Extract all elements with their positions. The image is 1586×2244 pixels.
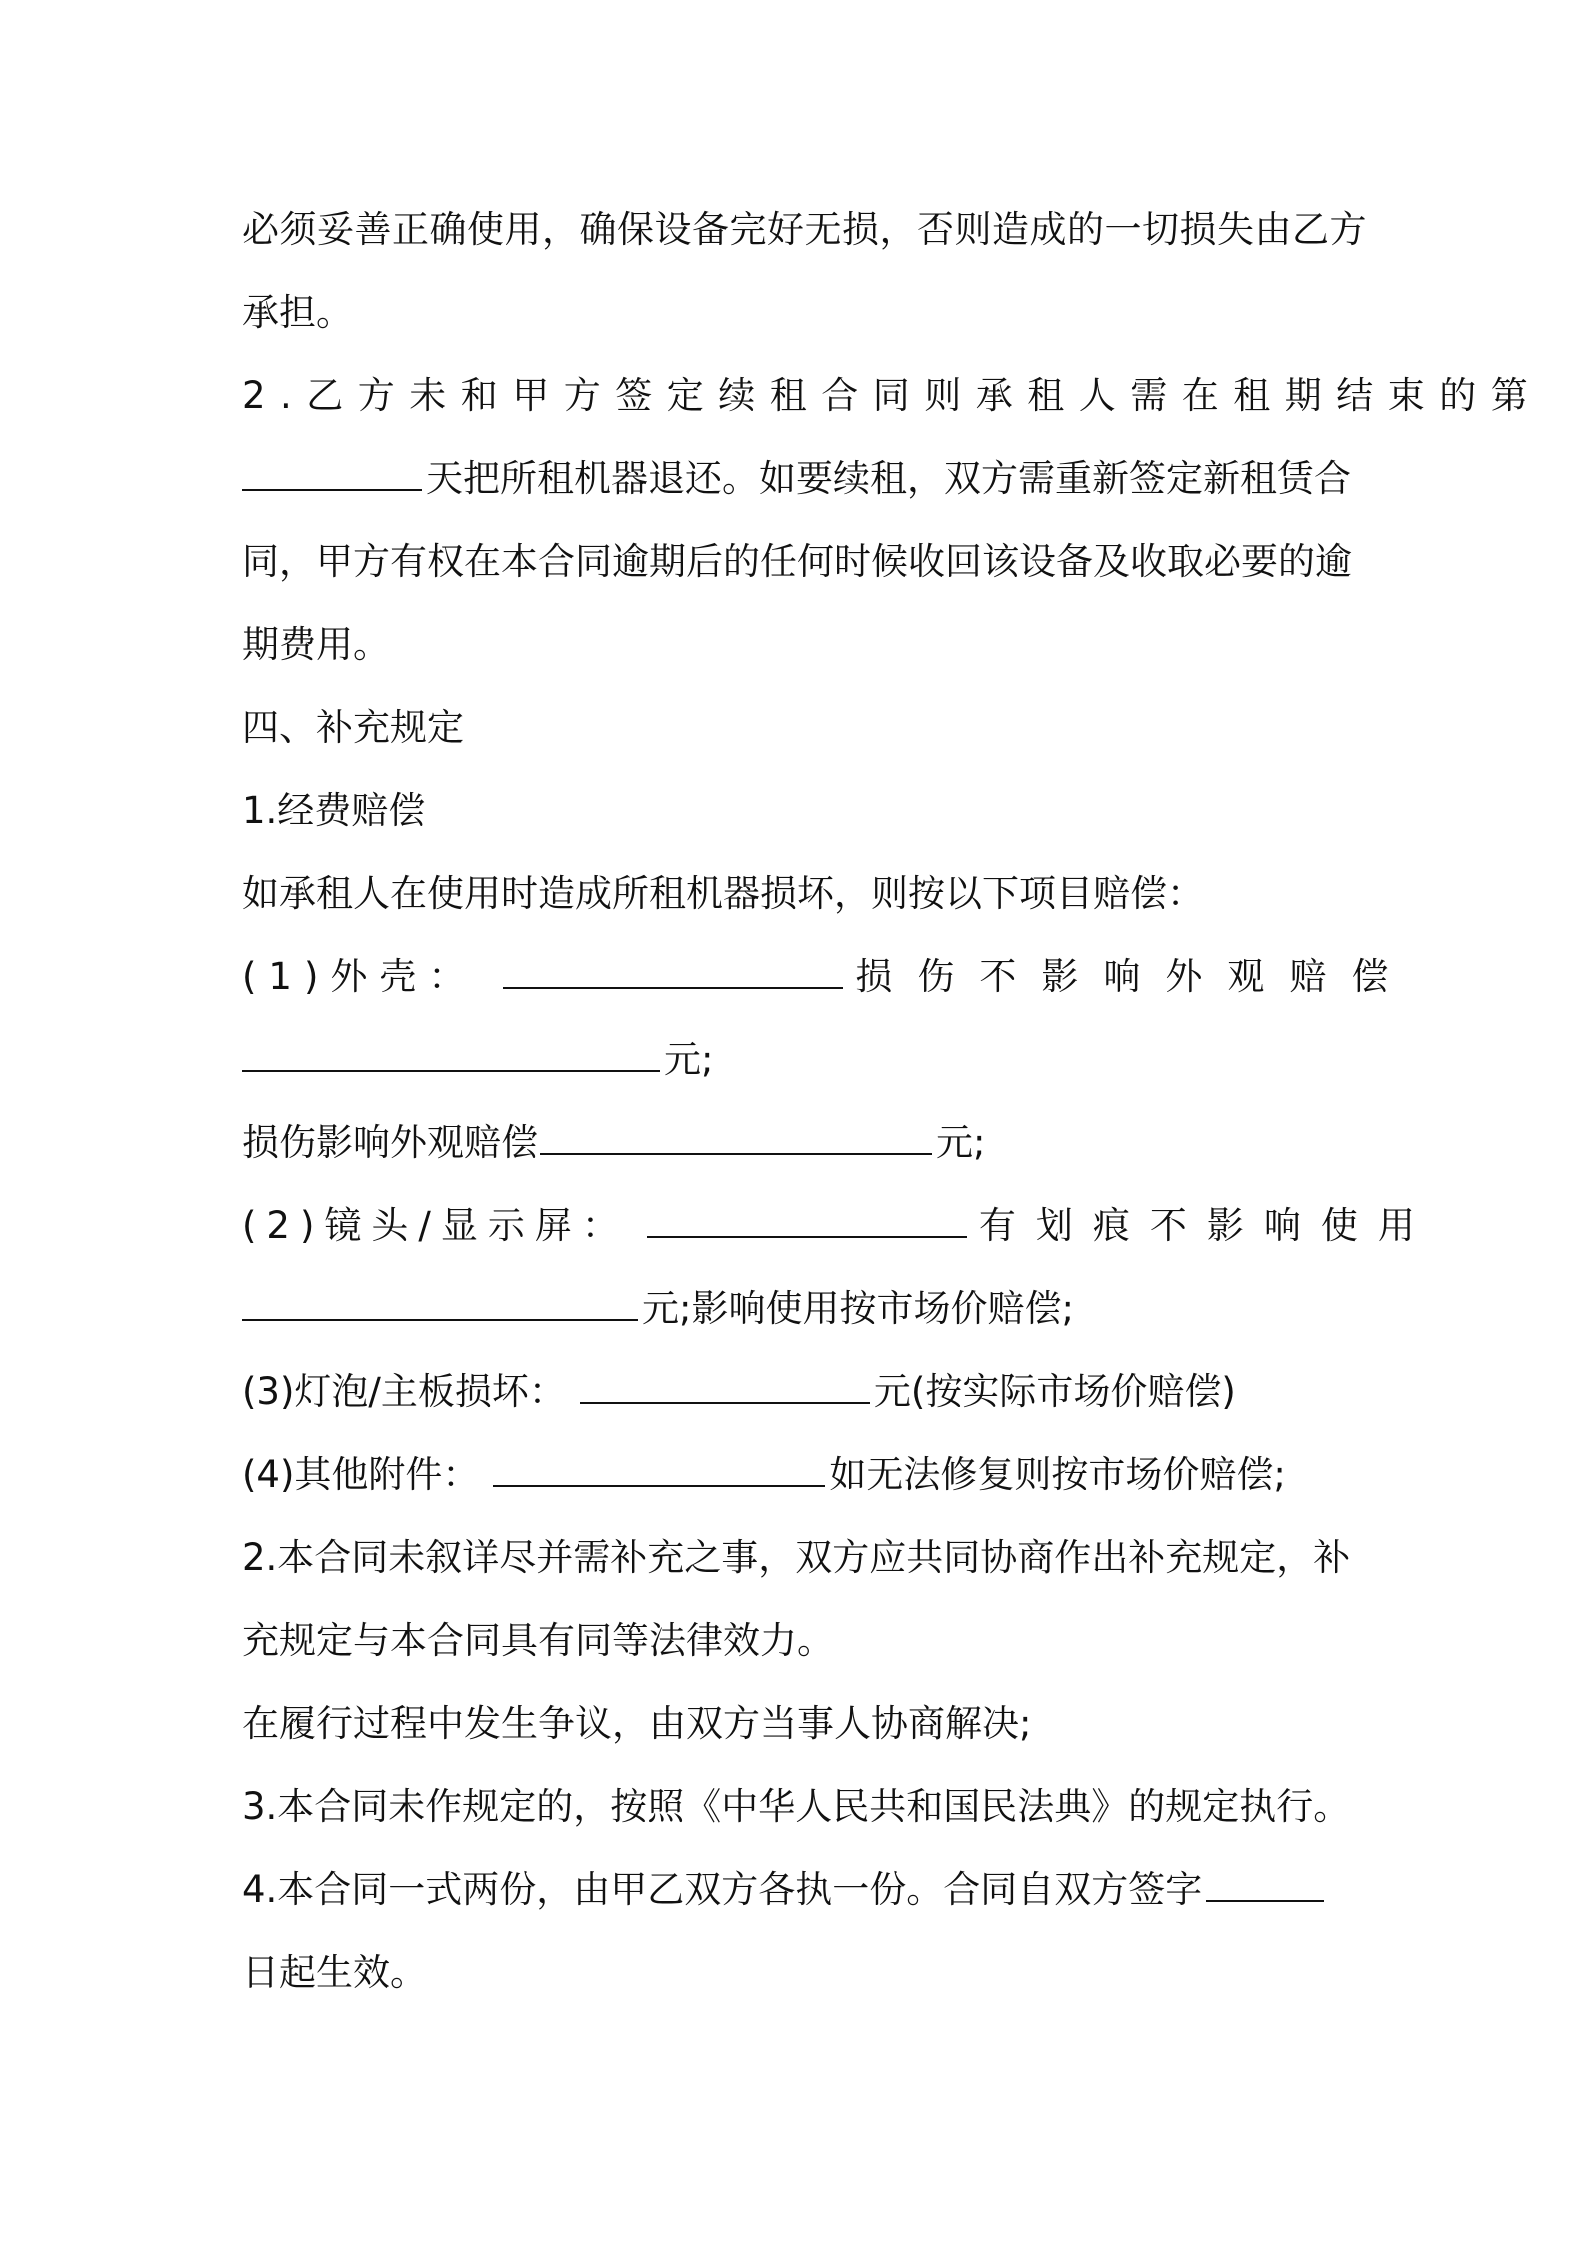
text-line: 2.本合同未叙详尽并需补充之事，双方应共同协商作出补充规定，补 <box>242 1536 1351 1579</box>
text-line: 2.乙方未和甲方签定续租合同则承租人需在租期结束的第 <box>242 374 1543 417</box>
paragraph-line <box>242 288 1352 338</box>
paragraph-line <box>242 620 1352 670</box>
blank-line <box>647 1202 967 1238</box>
text-line: (1)外壳： <box>242 955 478 998</box>
text-line: (3)灯泡/主板损坏： <box>242 1370 566 1413</box>
text-line: 四、补充规定 <box>242 706 464 749</box>
text-line: 3.本合同未作规定的，按照《中华人民共和国民法典》的规定执行。 <box>242 1785 1351 1828</box>
blank-line <box>503 953 843 989</box>
text-line: (2)镜头/显示屏： <box>242 1204 629 1247</box>
blank-line <box>1206 1866 1324 1902</box>
paragraph-line <box>242 454 1352 504</box>
blank-line <box>242 455 422 491</box>
paragraph-line <box>242 205 1367 255</box>
text-line: 损伤影响外观赔偿 <box>242 1121 538 1164</box>
text-line: 日起生效。 <box>242 1951 427 1994</box>
paragraph-line <box>242 1948 1352 1998</box>
paragraph-line <box>242 371 1543 421</box>
text-line: 元; <box>936 1121 986 1164</box>
blank-line <box>493 1451 825 1487</box>
paragraph-line <box>242 1201 1435 1251</box>
text-line: 1.经费赔偿 <box>242 789 426 832</box>
text-line: 必须妥善正确使用，确保设备完好无损，否则造成的一切损失由乙方 <box>242 208 1367 251</box>
text-line: 元(按实际市场价赔偿) <box>873 1370 1236 1413</box>
section-heading <box>242 703 1352 753</box>
paragraph-line <box>242 1865 1352 1915</box>
text-line: 同，甲方有权在本合同逾期后的任何时候收回该设备及收取必要的逾 <box>242 540 1352 583</box>
paragraph-line <box>242 1533 1352 1583</box>
text-line: 天把所租机器退还。如要续租，双方需重新签定新租赁合 <box>426 457 1351 500</box>
paragraph-line <box>242 1035 1352 1085</box>
text-line: 损伤不影响外观赔偿 <box>855 955 1414 998</box>
paragraph-line <box>242 1284 1352 1334</box>
paragraph-line <box>242 537 1352 587</box>
text-line: 期费用。 <box>242 623 390 666</box>
text-line: 如无法修复则按市场价赔偿; <box>829 1453 1286 1496</box>
text-line: 充规定与本合同具有同等法律效力。 <box>242 1619 834 1662</box>
paragraph-line <box>242 1450 1352 1500</box>
text-line: 元; <box>664 1038 714 1081</box>
blank-line <box>242 1036 660 1072</box>
paragraph-line <box>242 1699 1352 1749</box>
blank-line <box>580 1368 870 1404</box>
text-line: 有划痕不影响使用 <box>978 1204 1435 1247</box>
blank-line <box>540 1119 932 1155</box>
paragraph-line <box>242 952 1414 1002</box>
paragraph-line <box>242 1782 1352 1832</box>
text-line: 承担。 <box>242 291 353 334</box>
text-line: 4.本合同一式两份，由甲乙双方各执一份。合同自双方签字 <box>242 1868 1203 1911</box>
text-line: 元;影响使用按市场价赔偿; <box>642 1287 1074 1330</box>
text-line: (4)其他附件： <box>242 1453 480 1496</box>
blank-line <box>242 1285 638 1321</box>
text-line: 在履行过程中发生争议，由双方当事人协商解决; <box>242 1702 1032 1745</box>
paragraph-line <box>242 1367 1352 1417</box>
paragraph-line <box>242 1118 1352 1168</box>
subsection-heading <box>242 786 1352 836</box>
text-line: 如承租人在使用时造成所租机器损坏，则按以下项目赔偿： <box>242 872 1204 915</box>
paragraph-line <box>242 869 1352 919</box>
paragraph-line <box>242 1616 1352 1666</box>
